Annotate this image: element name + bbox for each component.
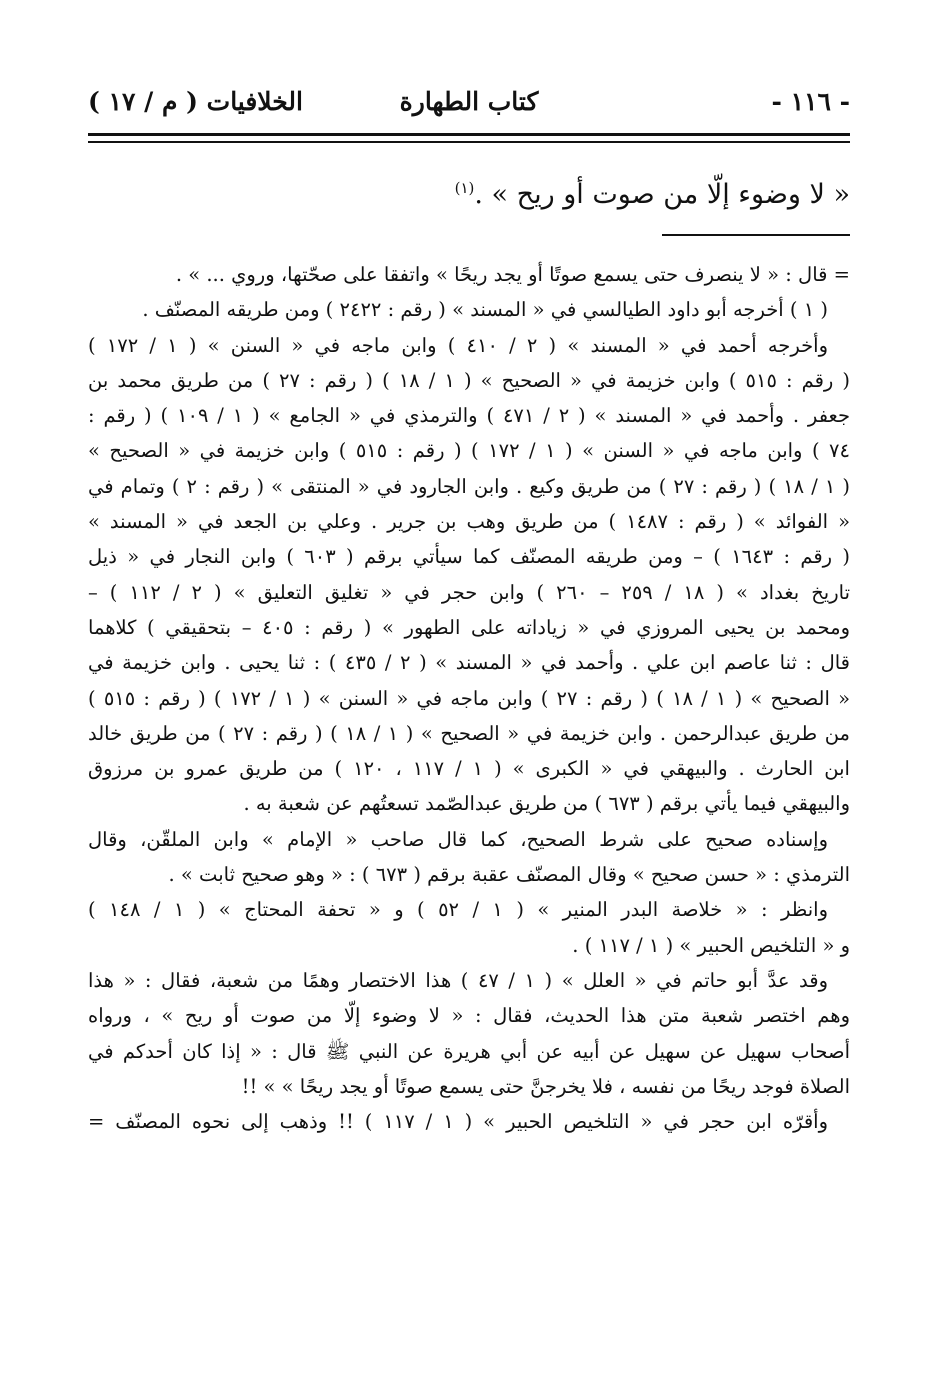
header-rule-thick (88, 133, 850, 136)
running-header (88, 82, 850, 122)
footnote-line: من طريق عبدالرحمن . وابن خزيمة في « الصحيح » ( ١ / ١٨ ) ( رقم : ٢٧ ) من طريق خالد (88, 721, 850, 745)
main-text (88, 168, 850, 215)
footnote-line: ( ١ / ١٨ ) ( رقم : ٢٧ ) من طريق وكيع . وابن الجارود في « المنتقى » ( رقم : ٢ ) وتمام في (88, 474, 850, 498)
footnote-line: ( رقم : ٥١٥ ) وابن خزيمة في « الصحيح » ( ١ / ١٨ ) ( رقم : ٢٧ ) من طريق محمد بن (88, 368, 851, 392)
footnote-line: وأخرجه أحمد في « المسند » ( ٢ / ٤١٠ ) وابن ماجه في « السنن » ( ١ / ١٧٢ ) (88, 333, 829, 357)
footnote-line: الصلاة فوجد ريحًا من نفسه ، فلا يخرجنَّ حتى يسمع صوتًا أو يجد ريحًا » » !! (241, 1074, 850, 1098)
footnote-line: وانظر : « خلاصة البدر المنير » ( ١ / ٥٢ ) و « تحفة المحتاج » ( ١ / ١٤٨ ) (88, 898, 828, 922)
footnote-line: « الصحيح » ( ١ / ١٨ ) ( رقم : ٢٧ ) وابن ماجه في « السنن » ( ١ / ١٧٢ ) ( رقم : ٥١٥ ) (88, 686, 850, 710)
footnote-line: و « التلخيص الحبير » ( ١ / ١١٧ ) . (572, 933, 850, 957)
footnote-line: وإسناده صحيح على شرط الصحيح، كما قال صاحب « الإمام » وابن الملقّن، وقال (88, 827, 828, 851)
footnote-line: « الفوائد » ( رقم : ١٤٨٧ ) من طريق وهب بن جرير . وعلي بن الجعد في « المسند » (88, 510, 851, 534)
footnote-line: وهم اختصر شعبة متن هذا الحديث، فقال : « لا وضوء إلّا من صوت أو ريح » ، ورواه (88, 1004, 850, 1028)
footnote-line: الترمذي : « حسن صحيح » وقال المصنّف عقبة برقم ( ٦٧٣ ) : « وهو صحيح ثابت » . (168, 863, 850, 887)
footnote-line: أصحاب سهيل عن سهيل عن أبيه عن أبي هريرة عن النبي ﷺ قال : « إذا كان أحدكم في (88, 1039, 850, 1063)
hadith-text: « لا وضوء إلّا من صوت أو ريح » . (474, 179, 850, 210)
footnote-line: وقد عدَّ أبو حاتم في « العلل » ( ١ / ٤٧ ) هذا الاختصار وهمًا من شعبة، فقال : « هذا (88, 968, 829, 992)
footnote-line: ( ١ ) أخرجه أبو داود الطيالسي في « المسند » ( رقم : ٢٤٢٢ ) ومن طريقه المصنّف . (142, 298, 828, 322)
footnote-line: والبيهقي فيما يأتي برقم ( ٦٧٣ ) من طريق عبدالصّمد تسعتُهم عن شعبة به . (243, 792, 850, 816)
footnote-separator (662, 234, 850, 236)
section-reference: الخلافيات ( م / ١٧ ) (88, 87, 303, 116)
footnote-line: وأقرّه ابن حجر في « التلخيص الحبير » ( ١ / ١١٧ ) !! وذهب إلى نحوه المصنّف = (88, 1110, 828, 1134)
footnote-line: ابن الحارث . والبيهقي في « الكبرى » ( ١ / ١١٧ ، ١٢٠ ) من طريق عمرو بن مرزوق (88, 757, 850, 781)
footnotes (88, 257, 850, 1139)
footnote-line: جعفر . وأحمد في « المسند » ( ٢ / ٤٧١ ) والترمذي في « الجامع » ( ١ / ١٠٩ ) ( رقم : (88, 404, 851, 428)
footnote-line: تاريخ بغداد » ( ١٨ / ٢٥٩ – ٢٦٠ ) وابن حجر في « تغليق التعليق » ( ٢ / ١١٢ ) – (88, 580, 851, 604)
footnote-line: = قال : « لا ينصرف حتى يسمع صوتًا أو يجد ريحًا » واتفقا على صحّتها، وروي ... » . (175, 263, 850, 286)
footnote-line: قال : ثنا عاصم ابن علي . وأحمد في « المسند » ( ٢ / ٤٣٥ ) : ثنا يحيى . وابن خزيمة في (88, 651, 850, 675)
header-rule-thin (88, 141, 850, 143)
footnote-line: ( رقم : ١٦٤٣ ) – ومن طريقه المصنّف كما سيأتي برقم ( ٦٠٣ ) وابن النجار في « ذيل (88, 545, 851, 569)
footnote-line: ومحمد بن يحيى المروزي في « زياداته على الطهور » ( رقم : ٤٠٥ – بتحقيقي ) كلاهما (88, 615, 850, 639)
footnote-line: ٧٤ ) وابن ماجه في « السنن » ( ١ / ١٧٢ ) ( رقم : ٥١٥ ) وابن خزيمة في « الصحيح » (88, 439, 850, 463)
footnote-marker: (١) (454, 179, 475, 197)
book-title: كتاب الطهارة (399, 87, 539, 116)
page-number: - ١١٦ - (771, 87, 850, 116)
